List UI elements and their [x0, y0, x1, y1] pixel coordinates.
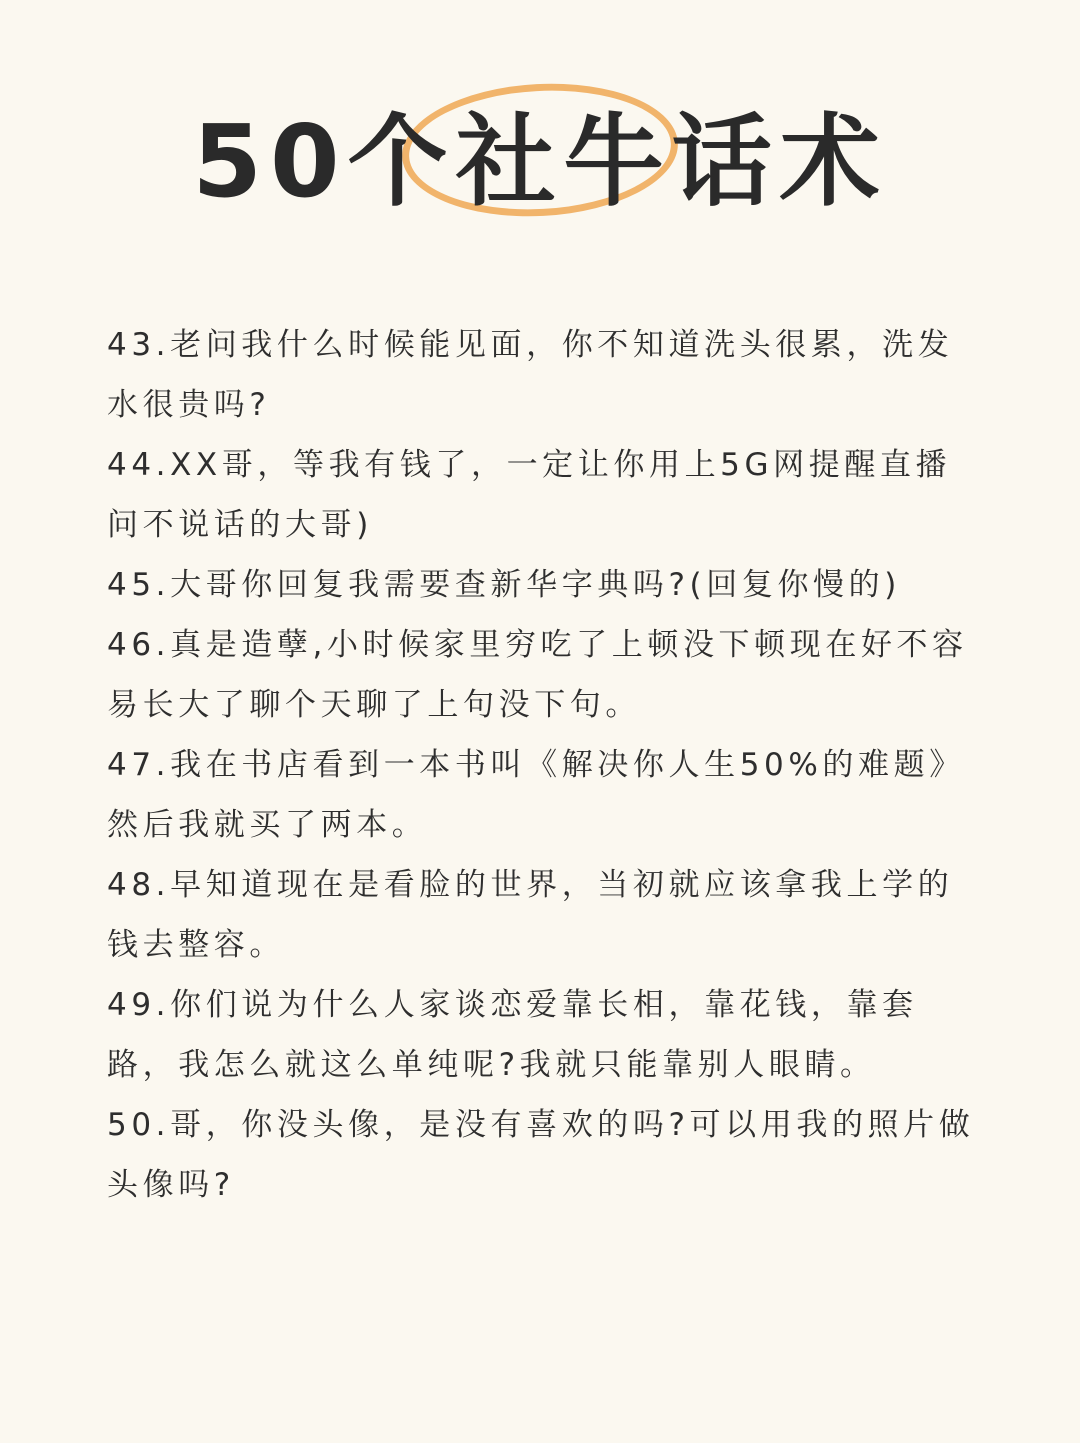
list-item: 44.XX哥，等我有钱了，一定让你用上5G网提醒直播问不说话的大哥) — [107, 447, 952, 543]
phrase-list — [107, 315, 977, 1215]
list-item: 43.老问我什么时候能见面，你不知道洗头很累，洗发水很贵吗? — [107, 327, 954, 423]
title-block — [0, 80, 1080, 240]
list-item: 49.你们说为什么人家谈恋爱靠长相，靠花钱，靠套路，我怎么就这么单纯呢?我就只能靠别人眼睛。 — [107, 987, 918, 1083]
page-title: 50个社牛话术 — [192, 103, 888, 220]
list-item: 50.哥，你没头像，是没有喜欢的吗?可以用我的照片做头像吗? — [107, 1107, 975, 1203]
list-item: 48.早知道现在是看脸的世界，当初就应该拿我上学的钱去整容。 — [107, 867, 954, 963]
list-item: 45.大哥你回复我需要查新华字典吗?(回复你慢的) — [107, 567, 901, 603]
list-item: 47.我在书店看到一本书叫《解决你人生50%的难题》然后我就买了两本。 — [107, 747, 965, 843]
list-item: 46.真是造孽,小时候家里穷吃了上顿没下顿现在好不容易长大了聊个天聊了上句没下句。 — [107, 627, 968, 723]
